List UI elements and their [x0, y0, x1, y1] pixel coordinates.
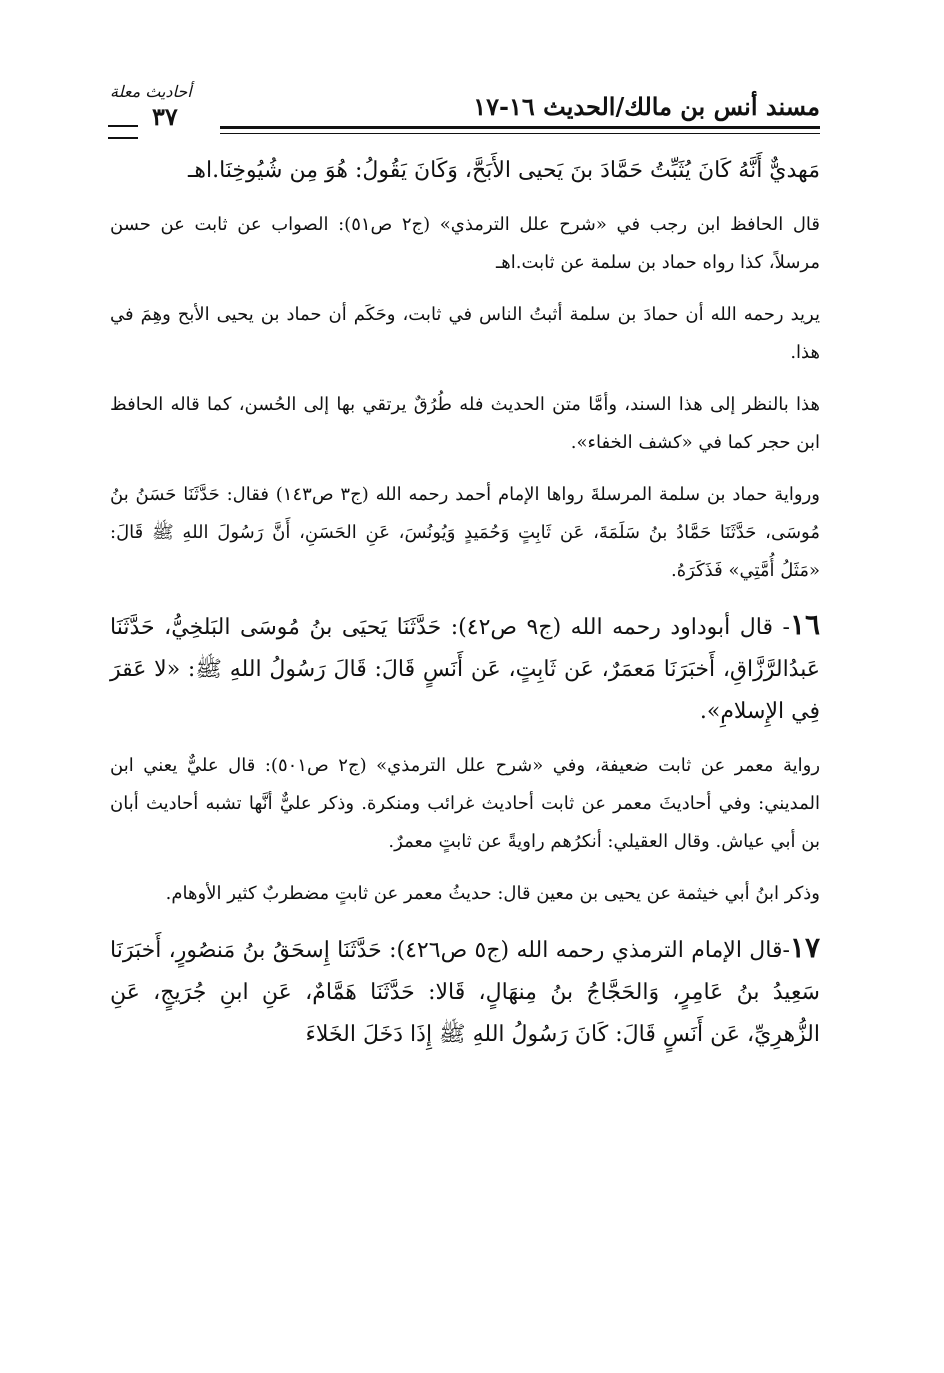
paragraph: رواية معمر عن ثابت ضعيفة، وفي «شرح علل الترمذي» (ج٢ ص٥٠١): قال عليٌّ يعني ابن المديني: وفي أحاديثَ معمر عن ثابت أحاديث غرائب ومنكرة. وذكر عليٌّ أنَّها تشبه أحاديث أبان بن أبي عياش. وقال العقيلي: أنكرُهم راويةً عن ثابتٍ معمرٌ. [110, 755, 821, 852]
hadith-number: ١٧ [789, 931, 820, 964]
paragraph: ورواية حماد بن سلمة المرسلةَ رواها الإمام أحمد رحمه الله (ج٣ ص١٤٣) فقال: حَدَّثَنَا حَسَنُ بنُ مُوسَى، حَدَّثَنَا حَمَّادُ بنُ سَلَمَةَ، عَن ثَابِتٍ وَحُمَيدٍ وَيُونُسَ، عَنِ الحَسَنِ، أَنَّ رَسُولَ اللهِ ﷺ قَالَ: «مَثَلُ أُمَّتِي» فَذَكَرَهُ. [110, 484, 821, 581]
handwritten-note: أحاديث معلة [110, 82, 192, 101]
hadith-paragraph: ١٦- قال أبوداود رحمه الله (ج٩ ص٤٢): حَدَّثَنَا يَحيَى بنُ مُوسَى البَلخِيُّ، حَدَّثَنَا عَبدُالرَّزَّاقِ، أَخبَرَنَا مَعمَرٌ، عَن ثَابِتٍ، عَن أَنَسٍ قَالَ: قَالَ رَسُولُ اللهِ ﷺ: «لا عَقرَ فِي الإِسلامِ». [110, 608, 821, 724]
running-title: مسند أنس بن مالك/الحديث ١٦-١٧ [473, 92, 820, 121]
page-body [110, 150, 820, 1070]
page-number-underline [108, 125, 138, 139]
paragraph: وذكر ابنُ أبي خيثمة عن يحيى بن معين قال: حديثُ معمر عن ثابتٍ مضطربٌ كثير الأوهام. [165, 883, 820, 904]
paragraph: يريد رحمه الله أن حمادَ بن سلمة أثبتُ الناس في ثابت، وحَكَم أن حماد بن يحيى الأبح وهِمَ في هذا. [110, 304, 820, 363]
paragraph: هذا بالنظر إلى هذا السند، وأمَّا متن الحديث فله طُرُقٌ يرتقي بها إلى الحُسن، كما قاله الحافظ ابن حجر كما في «كشف الخفاء». [110, 394, 820, 453]
page-header [100, 78, 820, 138]
page-number: ٣٧ [152, 102, 178, 131]
header-rule [220, 126, 820, 129]
paragraph: مَهديٌّ أَنَّهُ كَانَ يُثَبِّتُ حَمَّادَ بنَ يَحيى الأَبَحَّ، وَكَانَ يَقُولُ: هُوَ مِن شُيُوخِنَا.اهـ [187, 158, 820, 183]
header-rule-thin [220, 133, 820, 134]
hadith-number: ١٦ [789, 608, 821, 641]
paragraph: قال الحافظ ابن رجب في «شرح علل الترمذي» (ج٢ ص٥١): الصواب عن ثابت عن حسن مرسلاً، كذا رواه حماد بن سلمة عن ثابت.اهـ [110, 214, 820, 273]
hadith-paragraph: ١٧-قال الإمام الترمذي رحمه الله (ج٥ ص٤٢٦): حَدَّثَنَا إِسحَقُ بنُ مَنصُورٍ، أَخبَرَنَا سَعِيدُ بنُ عَامِرٍ، وَالحَجَّاجُ بنُ مِنهَالٍ، قَالا: حَدَّثَنَا هَمَّامٌ، عَنِ ابنِ جُرَيجٍ، عَنِ الزُّهرِيِّ، عَن أَنَسٍ قَالَ: كَانَ رَسُولُ اللهِ ﷺ إِذَا دَخَلَ الخَلاءَ [110, 931, 820, 1047]
